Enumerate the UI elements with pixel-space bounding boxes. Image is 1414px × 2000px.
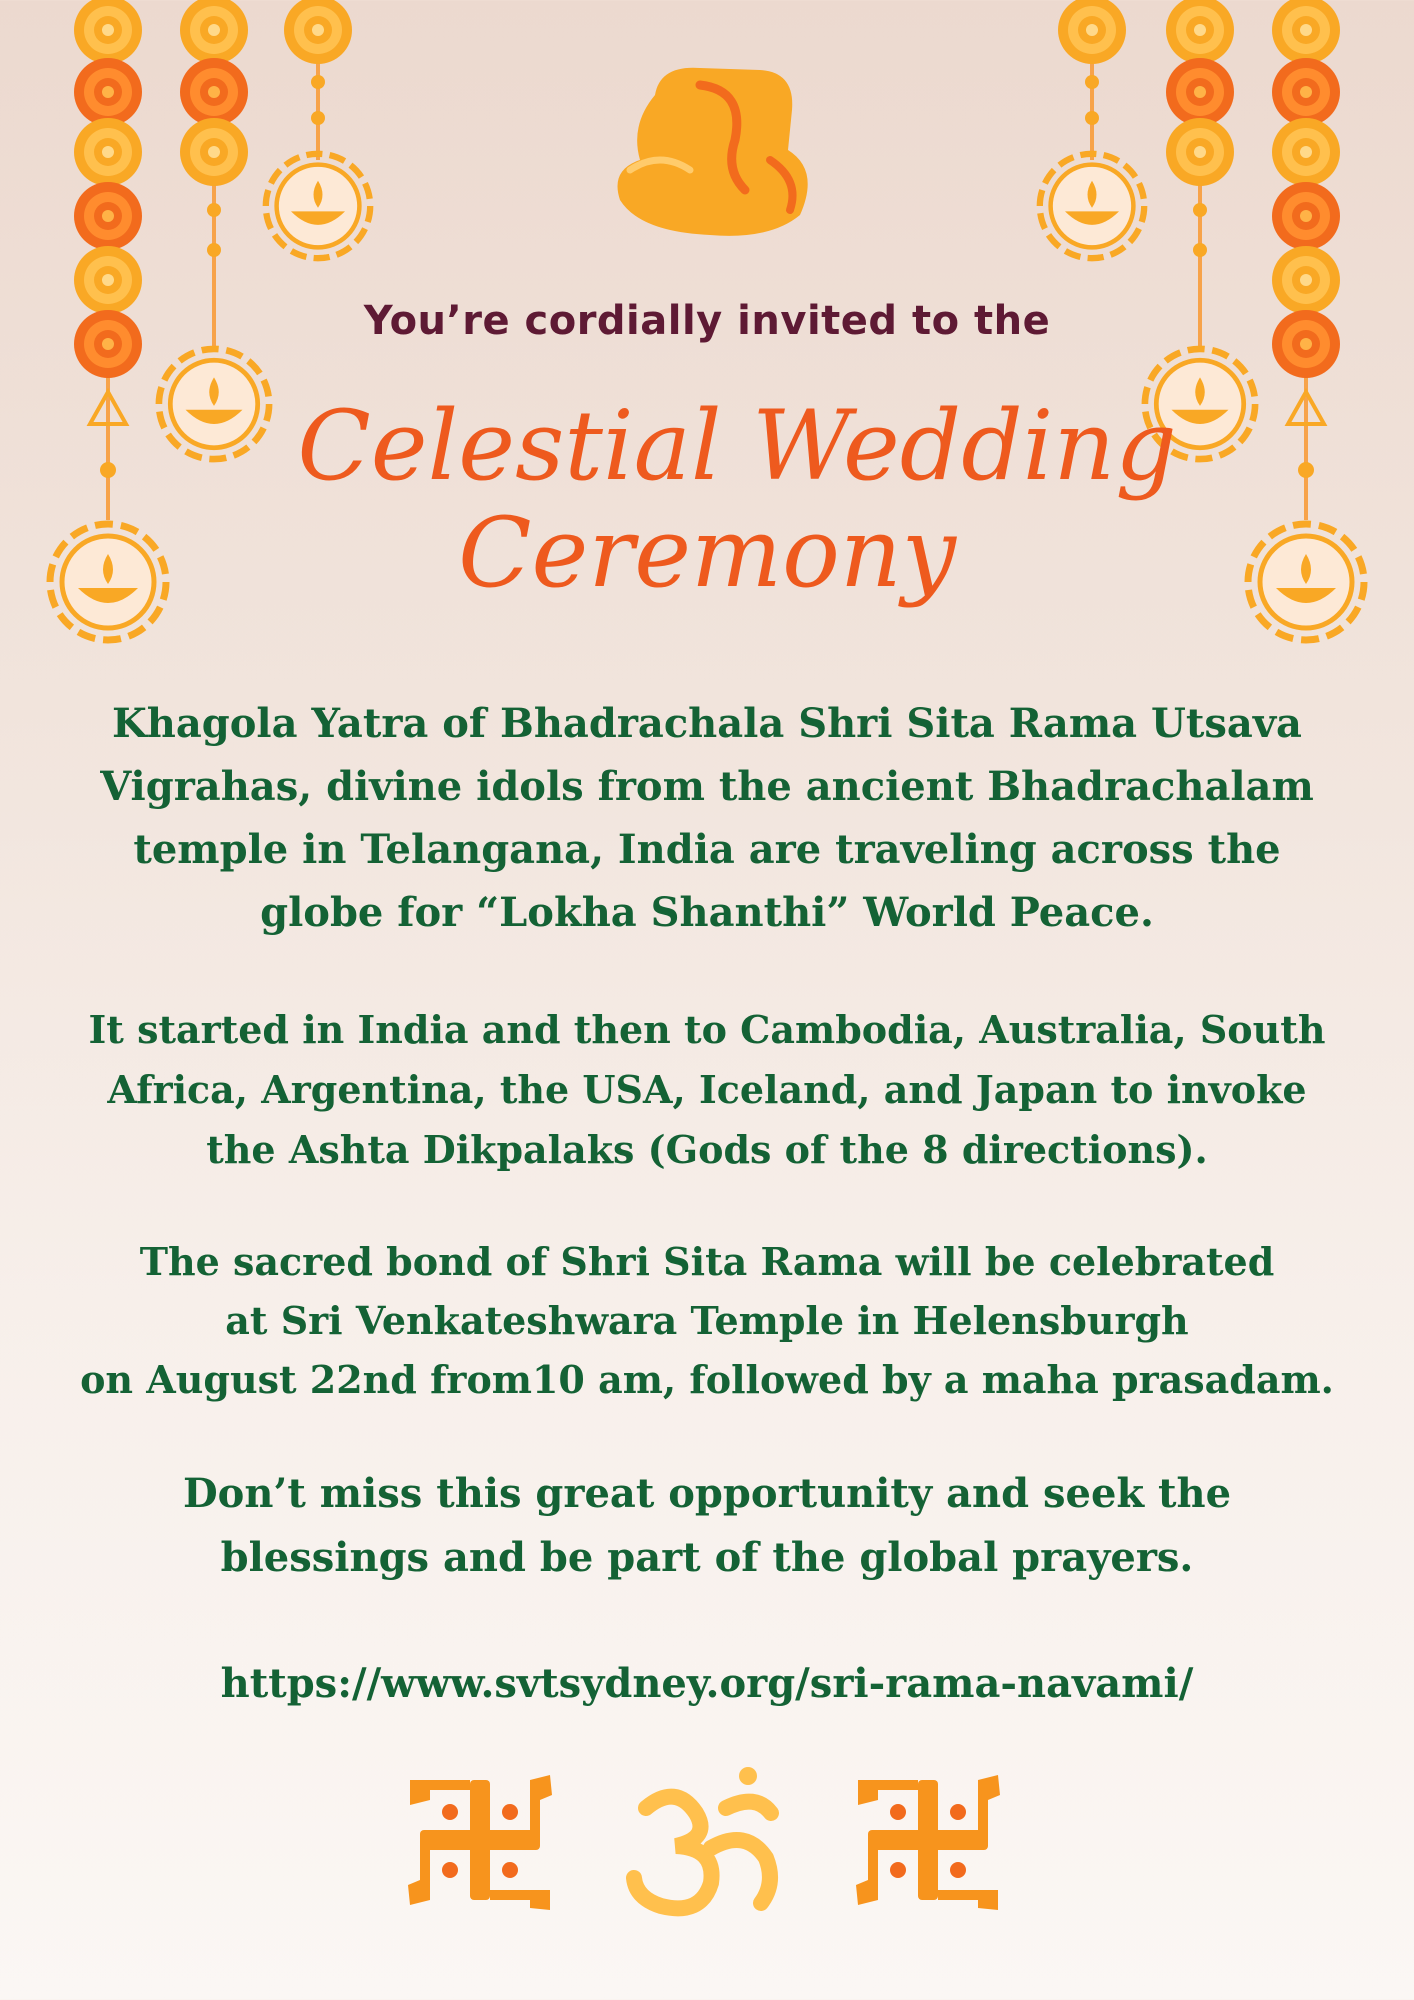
diya-flower-icon — [1040, 154, 1144, 258]
marigold-garland-icon — [284, 0, 352, 160]
ganesha-icon — [618, 68, 808, 236]
paragraph-line: blessings and be part of the global prayers. — [220, 1534, 1194, 1581]
paragraph-line: Don’t miss this great opportunity and seek the — [182, 1470, 1232, 1517]
paragraph-line: on August 22nd from10 am, followed by a maha prasadam. — [80, 1357, 1334, 1402]
paragraph-line: Africa, Argentina, the USA, Iceland, and Japan to invoke — [107, 1067, 1307, 1112]
paragraph-line: Khagola Yatra of Bhadrachala Shri Sita Rama Utsava — [112, 700, 1302, 747]
paragraph-line: The sacred bond of Shri Sita Rama will be celebrated — [139, 1239, 1275, 1284]
swastika-icon — [408, 1775, 552, 1910]
paragraph-journey — [0, 1000, 1414, 1180]
website-link[interactable]: https://www.svtsydney.org/sri-rama-navami/ — [220, 1660, 1194, 1707]
swastika-icon — [856, 1775, 1000, 1910]
paragraph-line: temple in Telangana, India are traveling across the — [133, 826, 1281, 873]
title-line-2: Ceremony — [458, 497, 956, 609]
paragraph-line: Vigrahas, divine idols from the ancient Bhadrachalam — [100, 763, 1314, 810]
marigold-garland-icon — [1058, 0, 1126, 160]
om-icon — [634, 1767, 771, 1908]
paragraph-line: It started in India and then to Cambodia, Australia, South — [88, 1007, 1326, 1052]
invite-intro: You’re cordially invited to the — [363, 298, 1051, 344]
title-line-1: Celestial Wedding — [297, 390, 1177, 502]
diya-flower-icon — [266, 154, 370, 258]
paragraph-blessings — [0, 1462, 1414, 1590]
paragraph-line: at Sri Venkateshwara Temple in Helensburgh — [225, 1298, 1189, 1343]
paragraph-line: globe for “Lokha Shanthi” World Peace. — [260, 889, 1154, 936]
paragraph-celebration — [0, 1232, 1414, 1409]
paragraph-line: the Ashta Dikpalaks (Gods of the 8 directions). — [206, 1127, 1208, 1172]
paragraph-khagola-yatra — [0, 692, 1414, 944]
